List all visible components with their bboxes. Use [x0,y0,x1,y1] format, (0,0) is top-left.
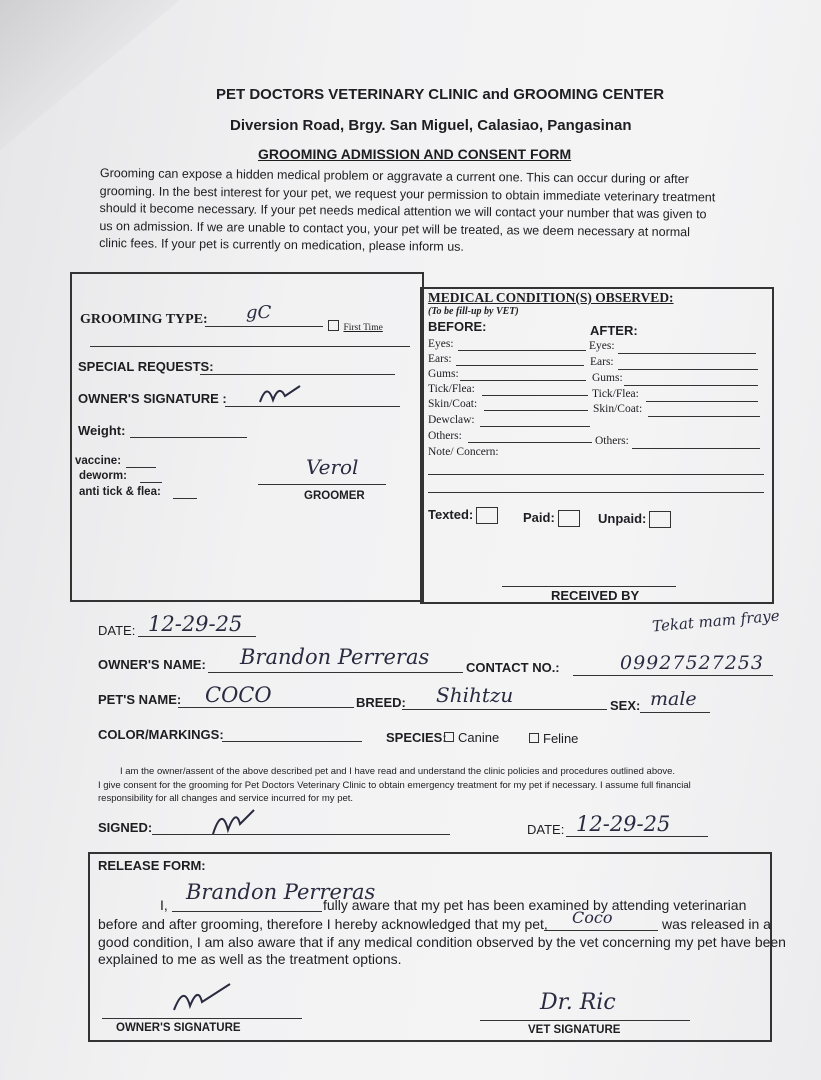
vet-signature-line [480,1020,690,1021]
after-label: AFTER: [590,323,638,338]
groomer-signature: Verol [306,455,359,479]
after-eyes: Eyes: [589,340,615,352]
form-title: GROOMING ADMISSION AND CONSENT FORM [258,146,572,162]
owner-release-label: OWNER'S SIGNATURE [116,1022,241,1034]
date-value: 12-29-25 [148,612,243,636]
consent-date-label: DATE: [527,822,565,837]
deworm-line [140,482,162,483]
clinic-address: Diversion Road, Brgy. San Miguel, Calasiao, Pangasinan [230,117,632,134]
before-tickflea: Tick/Flea: [428,383,475,395]
first-time-checkbox[interactable] [328,317,383,335]
date-line [138,636,256,637]
before-others-line [468,442,592,443]
feline-option[interactable] [529,731,578,746]
consent-date-line [566,836,708,837]
release-title: RELEASE FORM: [98,858,206,873]
before-ears-line [456,365,584,366]
breed-label: BREED: [356,695,406,710]
vet-signature-value: Dr. Ric [540,990,616,1015]
release-pet-value: Coco [572,908,613,927]
grooming-type-value: gC [246,302,272,323]
note-line-2 [428,492,764,493]
vaccine-line [126,467,156,468]
before-skin-line [484,410,588,411]
contact-label: CONTACT NO.: [466,660,560,675]
paid-box [558,510,580,527]
feline-label: Feline [543,731,579,746]
breed-line [402,709,607,710]
date-label: DATE: [98,623,136,638]
owner-signature-scribble [255,378,305,408]
received-by-line [502,586,676,587]
release-pet-line [544,930,658,931]
grooming-type-line [205,326,323,327]
texted-label: Texted: [428,507,474,522]
owner-name-value: Brandon Perreras [240,645,430,669]
unpaid-box [649,511,671,528]
signed-line [152,834,450,835]
consent-line-3: responsibility for all changes and service incurred for my pet. [98,793,354,804]
texted-box [476,507,498,524]
pet-name-line [178,707,354,708]
consent-date-value: 12-29-25 [576,812,671,836]
release-name-value: Brandon Perreras [186,880,376,904]
consent-line-2: I give consent for the grooming for Pet Doctors Veterinary Clinic to obtain emergency treatment for my pet if necessary. I assume full financial [98,780,691,791]
after-tickflea: Tick/Flea: [592,388,639,400]
color-label: COLOR/MARKINGS: [98,727,224,742]
release-i: I, [160,897,168,913]
unpaid-checkbox[interactable] [598,511,671,528]
contact-line [573,675,773,676]
unpaid-label: Unpaid: [598,511,647,526]
before-tickflea-line [482,395,588,396]
after-others: Others: [595,435,629,447]
signed-scribble [208,800,258,840]
sex-line [640,712,710,713]
note-concern: Note/ Concern: [428,446,499,458]
grooming-extra-line [90,346,410,347]
before-others: Others: [428,430,462,442]
grooming-type-label: GROOMING TYPE: [80,312,208,327]
pet-name-label: PET'S NAME: [98,692,182,707]
owner-name-line [208,672,463,673]
before-label: BEFORE: [428,319,487,334]
weight-label: Weight: [78,423,126,438]
medical-title: MEDICAL CONDITION(S) OBSERVED: [428,290,674,305]
after-gums-line [624,385,758,386]
sex-label: SEX: [610,698,641,713]
owner-signature-line [225,406,400,407]
clinic-name: PET DOCTORS VETERINARY CLINIC and GROOMING CENTER [216,86,665,103]
release-text-1: fully aware that my pet has been examined by attending veterinarian [323,897,747,913]
groomer-line [258,484,386,485]
release-text-4: explained to me as well as the treatment options. [98,951,402,967]
note-line-1 [428,474,764,475]
sex-value: male [650,688,697,710]
before-skin: Skin/Coat: [428,398,478,410]
color-line [222,741,362,742]
owner-release-scribble [168,976,238,1016]
before-eyes-line [458,350,586,351]
canine-label: Canine [458,730,500,745]
contact-value: 09927527253 [620,652,764,674]
pet-name-value: COCO [205,683,272,707]
release-text-2a: before and after grooming, therefore I hereby acknowledged that my pet, [98,916,548,932]
owner-name-label: OWNER'S NAME: [98,657,206,672]
before-dewclaw: Dewclaw: [428,414,475,426]
after-skin-line [648,416,760,417]
vet-signature-label: VET SIGNATURE [528,1024,621,1036]
paid-checkbox[interactable] [523,510,580,527]
release-name-line [172,911,322,912]
before-gums: Gums: [428,368,459,380]
owner-signature-label: OWNER'S SIGNATURE : [78,391,227,406]
intro-paragraph: Grooming can expose a hidden medical problem or aggravate a current one. This can occur during or after grooming. In the best interest for your pet, we request your permission to obtain immediate veterinary treatment should it become necessary. If your pet needs medical attention we will contact your number that was given to us on admission. If we are unable to contact you, your pet will be treated, as we deem necessary at normal clinic fees. If your pet is currently on medication, please inform us. [99,165,716,254]
canine-option[interactable] [444,730,499,745]
after-gums: Gums: [592,372,623,384]
species-label: SPECIES: [386,730,447,745]
antitick-label: anti tick & flea: [79,486,161,498]
contact-note: Tekat mam fraye [651,606,781,636]
after-ears: Ears: [590,356,614,368]
after-others-line [632,448,760,449]
before-ears: Ears: [428,353,452,365]
special-requests-label: SPECIAL REQUESTS: [78,359,214,374]
groomer-label: GROOMER [304,490,365,502]
before-gums-line [460,380,586,381]
release-text-3: good condition, I am also aware that if any medical condition observed by the vet concerning my pet have been [98,934,786,950]
consent-line-1: I am the owner/assent of the above described pet and I have read and understand the clinic policies and procedures outlined above. [120,766,676,777]
signed-label: SIGNED: [98,820,153,835]
medical-subtitle: (To be fill-up by VET) [428,306,519,317]
breed-value: Shihtzu [436,683,514,707]
before-eyes: Eyes: [428,338,454,350]
after-tickflea-line [646,401,758,402]
weight-line [130,437,247,438]
after-ears-line [618,369,758,370]
after-skin: Skin/Coat: [593,403,643,415]
deworm-label: deworm: [79,470,127,482]
vaccine-label: vaccine: [75,455,122,467]
after-eyes-line [618,353,756,354]
owner-release-line [102,1018,302,1019]
first-time-label: First Time [343,323,383,333]
received-by-label: RECEIVED BY [551,588,640,603]
paid-label: Paid: [523,510,555,525]
release-text-2b: was released in a [662,916,771,932]
antitick-line [173,498,197,499]
before-dewclaw-line [480,426,590,427]
special-requests-line [200,374,395,375]
texted-checkbox[interactable] [428,507,498,524]
